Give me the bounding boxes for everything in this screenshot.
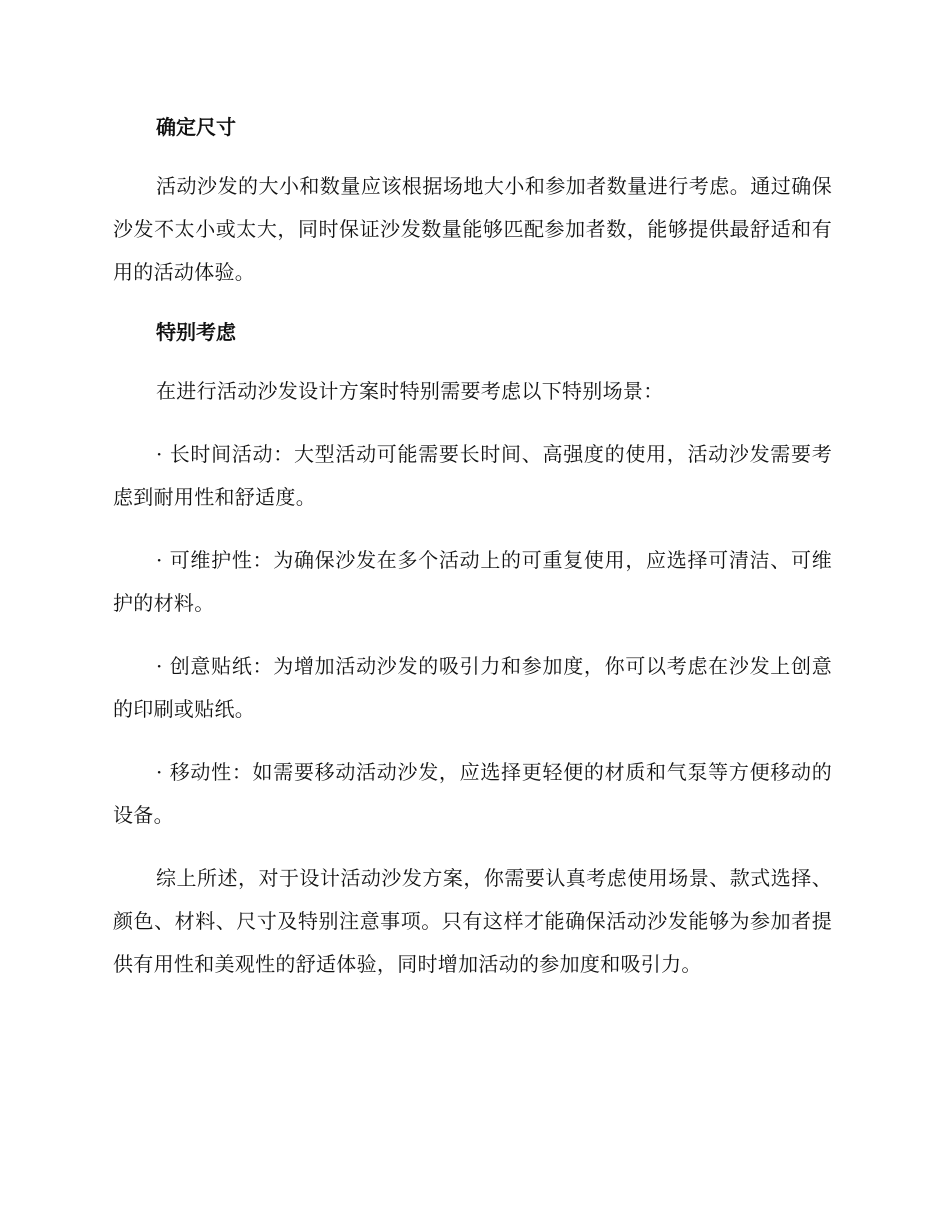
bullet-mobility: · 移动性：如需要移动活动沙发，应选择更轻便的材质和气泵等方便移动的设备。 xyxy=(113,760,832,827)
bullet-long-duration: · 长时间活动：大型活动可能需要长时间、高强度的使用，活动沙发需要考虑到耐用性和舒适度。 xyxy=(113,442,832,509)
bullet-maintainability: · 可维护性：为确保沙发在多个活动上的可重复使用，应选择可清洁、可维护的材料。 xyxy=(113,548,832,615)
section-heading-size: 确定尺寸 xyxy=(156,115,236,139)
bullet-creative-stickers: · 创意贴纸：为增加活动沙发的吸引力和参加度，你可以考虑在沙发上创意的印刷或贴纸。 xyxy=(113,654,832,721)
paragraph-size-description: 活动沙发的大小和数量应该根据场地大小和参加者数量进行考虑。通过确保沙发不太小或太大，同时保证沙发数量能够匹配参加者数，能够提供最舒适和有用的活动体验。 xyxy=(113,174,832,284)
paragraph-special-intro: 在进行活动沙发设计方案时特别需要考虑以下特别场景： xyxy=(156,379,664,403)
section-heading-special: 特别考虑 xyxy=(156,320,236,344)
paragraph-conclusion: 综上所述，对于设计活动沙发方案，你需要认真考虑使用场景、款式选择、颜色、材料、尺寸及特别注意事项。只有这样才能确保活动沙发能够为参加者提供有用性和美观性的舒适体验，同时增加活动的参加度和吸引力。 xyxy=(113,866,832,976)
